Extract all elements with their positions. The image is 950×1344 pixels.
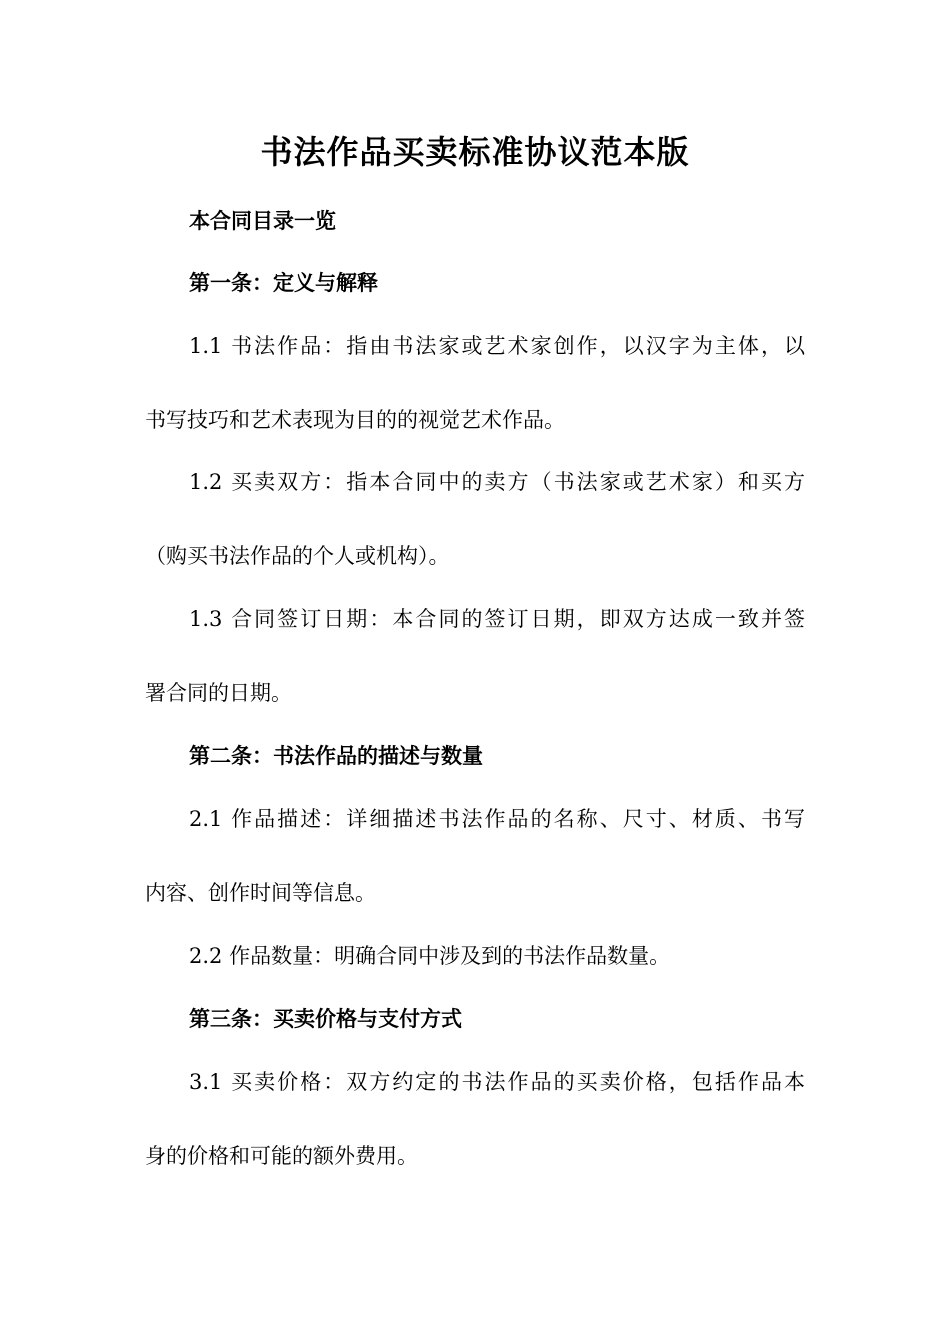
section-heading-1: 第一条：定义与解释 xyxy=(189,271,378,295)
section-heading-2: 第二条：书法作品的描述与数量 xyxy=(189,744,483,768)
clause-1-1-line-2: 书写技巧和艺术表现为目的的视觉艺术作品。 xyxy=(145,408,565,432)
toc-heading: 本合同目录一览 xyxy=(189,209,336,233)
section-heading-3: 第三条：买卖价格与支付方式 xyxy=(189,1007,462,1031)
clause-1-1-line-1: 1.1 书法作品：指由书法家或艺术家创作，以汉字为主体，以 xyxy=(189,334,805,358)
clause-2-2-line-1: 2.2 作品数量：明确合同中涉及到的书法作品数量。 xyxy=(189,944,671,968)
clause-1-3-line-1: 1.3 合同签订日期：本合同的签订日期，即双方达成一致并签 xyxy=(189,607,805,631)
clause-1-2-line-2: （购买书法作品的个人或机构）。 xyxy=(145,544,450,568)
document-title: 书法作品买卖标准协议范本版 xyxy=(260,133,690,171)
clause-3-1-line-1: 3.1 买卖价格：双方约定的书法作品的买卖价格，包括作品本 xyxy=(189,1070,805,1094)
clause-1-3-line-2: 署合同的日期。 xyxy=(145,681,292,705)
clause-2-1-line-1: 2.1 作品描述：详细描述书法作品的名称、尺寸、材质、书写 xyxy=(189,807,805,831)
clause-2-1-line-2: 内容、创作时间等信息。 xyxy=(145,881,376,905)
clause-1-2-line-1: 1.2 买卖双方：指本合同中的卖方（书法家或艺术家）和买方 xyxy=(189,470,805,494)
clause-3-1-line-2: 身的价格和可能的额外费用。 xyxy=(145,1144,418,1168)
